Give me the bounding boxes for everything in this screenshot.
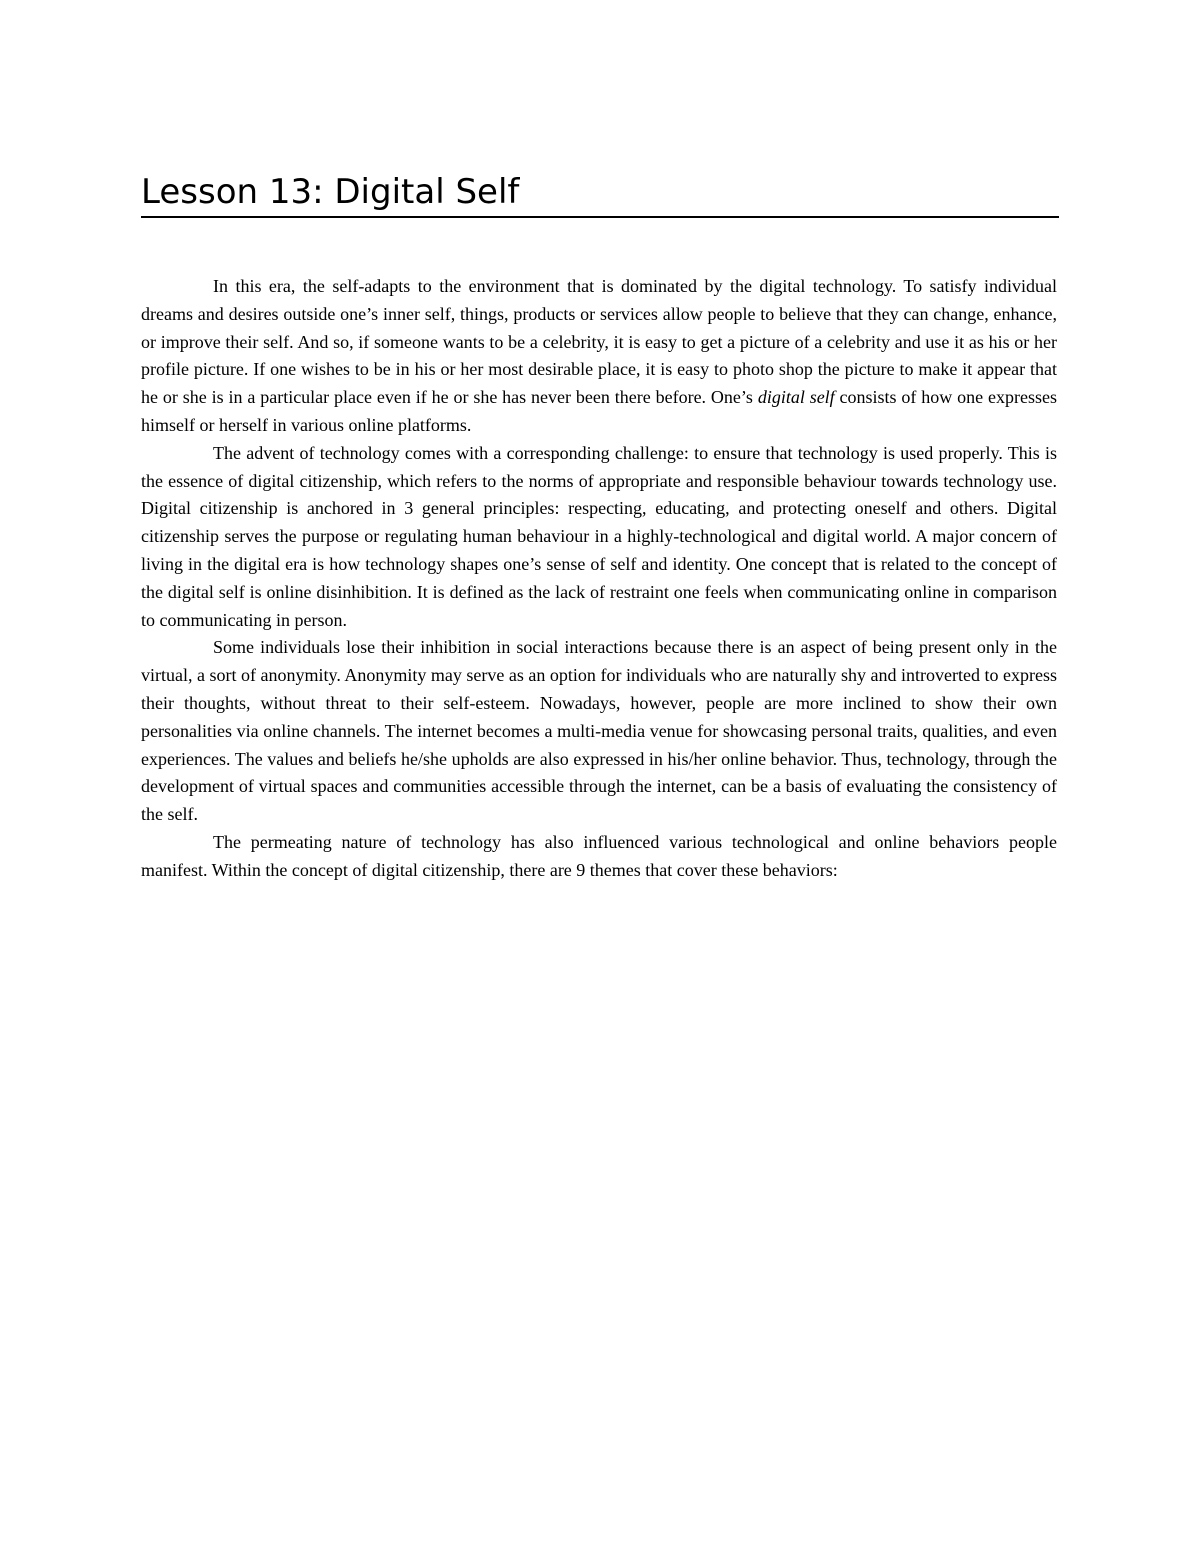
paragraph-1-text-end: consists of how one expresses himself or herself in various online platforms. <box>141 387 1058 435</box>
digital-self-emphasis: digital self <box>757 387 835 408</box>
title-underline-rule <box>141 216 1059 218</box>
document-body <box>141 273 1057 885</box>
paragraph-1-text-start: In this era, the self-adapts to the environment that is dominated by the digital technology. To satisfy individual dreams and desires outside one’s inner self, things, products or services allow people to believe that they can change, enhance, or improve their self. And so, if someone wants to be a celebrity, it is easy to get a picture of a celebrity and use it as his or her profile picture. If one wishes to be in his or her most desirable place, it is easy to photo shop the picture to make it appear that he or she is in a particular place even if he or she has never been there before. One’s <box>141 276 1057 408</box>
paragraph-4: The permeating nature of technology has also influenced various technological and online behaviors people manifest. Within the concept of digital citizenship, there are 9 themes that cover these behaviors: <box>141 831 1057 880</box>
page-title: Lesson 13: Digital Self <box>141 172 520 212</box>
paragraph-1 <box>141 273 1057 440</box>
paragraph-2: The advent of technology comes with a corresponding challenge: to ensure that technology is used properly. This is the essence of digital citizenship, which refers to the norms of appropriate and responsible behaviour towards technology use. Digital citizenship is anchored in 3 general principles: respecting, educating, and protecting oneself and others. Digital citizenship serves the purpose or regulating human behaviour in a highly-technological and digital world. A major concern of living in the digital era is how technology shapes one’s sense of self and identity. One concept that is related to the concept of the digital self is online disinhibition. It is defined as the lack of restraint one feels when communicating online in comparison to communicating in person. <box>141 442 1057 630</box>
paragraph-3: Some individuals lose their inhibition in social interactions because there is an aspect of being present only in the virtual, a sort of anonymity. Anonymity may serve as an option for individuals who are naturally shy and introverted to express their thoughts, without threat to their self-esteem. Nowadays, however, people are more inclined to show their own personalities via online channels. The internet becomes a multi-media venue for showcasing personal traits, qualities, and even experiences. The values and beliefs he/she upholds are also expressed in his/her online behavior. Thus, technology, through the development of virtual spaces and communities accessible through the internet, can be a basis of evaluating the consistency of the self. <box>141 637 1057 825</box>
